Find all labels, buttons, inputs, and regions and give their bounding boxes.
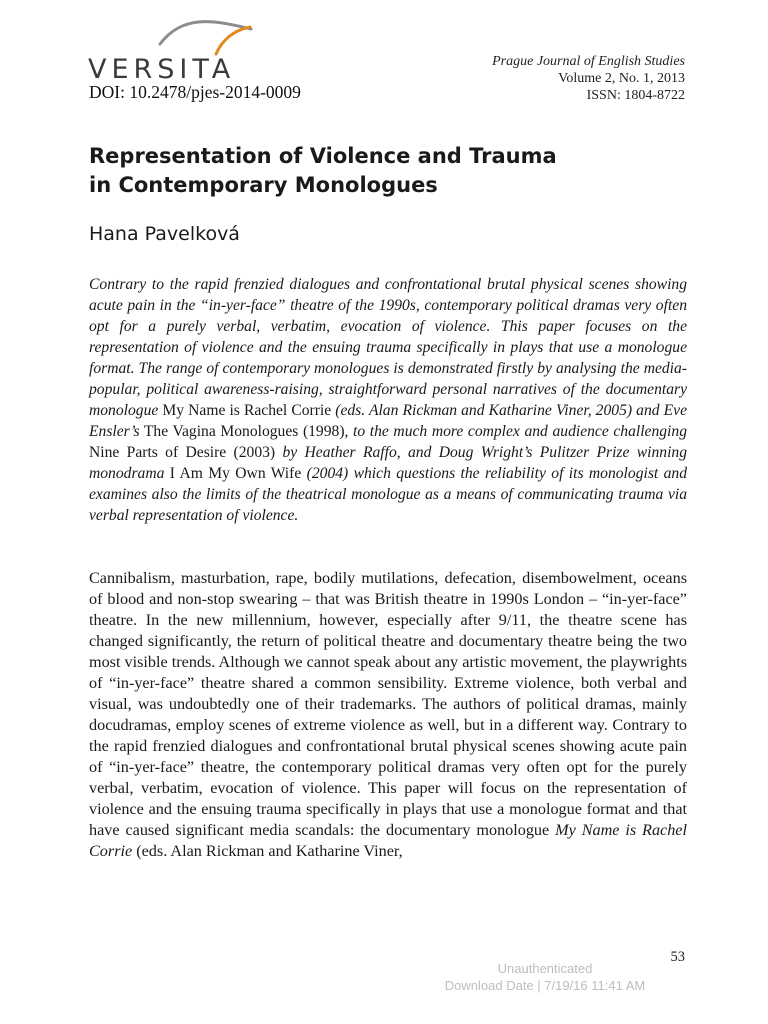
- journal-name: Prague Journal of English Studies: [492, 54, 685, 69]
- abstract-play-title: My Name is Rachel Corrie: [158, 402, 336, 419]
- journal-issn: ISSN: 1804-8722: [586, 88, 685, 103]
- abstract-segment: by Heather Raffo, and Doug Wright’s Pulitzer Prize winning monodrama: [89, 444, 687, 482]
- download-watermark: [430, 960, 660, 994]
- body-paragraph: [89, 568, 687, 862]
- page-number: 53: [670, 949, 685, 965]
- title-line-1: Representation of Violence and Trauma: [89, 144, 557, 168]
- abstract-play-title: The Vagina Monologues (1998),: [139, 423, 354, 440]
- article-title: [89, 142, 689, 200]
- title-line-2: in Contemporary Monologues: [89, 173, 438, 197]
- author-name: Hana Pavelková: [89, 223, 240, 245]
- abstract-segment: (2004) which questions the reliability of its monologist and examines also the limits of the theatrical monologue as a means of communicating trauma via verbal representation of violence.: [89, 465, 687, 524]
- journal-info: [492, 53, 685, 104]
- publisher-name: VERSITA: [88, 54, 236, 85]
- abstract-play-title: I Am My Own Wife: [164, 465, 307, 482]
- journal-volume: Volume 2, No. 1, 2013: [558, 71, 685, 86]
- body-play-title: My Name is Rachel Corrie: [89, 821, 687, 860]
- abstract: [89, 274, 687, 526]
- abstract-segment: (eds. Alan Rickman and Katharine Viner, 2005) and Eve Ensler’s: [89, 402, 688, 440]
- watermark-line-1: Unauthenticated: [497, 961, 593, 976]
- doi-identifier: DOI: 10.2478/pjes-2014-0009: [89, 82, 301, 102]
- body-text-segment: (eds. Alan Rickman and Katharine Viner,: [132, 842, 403, 860]
- abstract-segment: to the much more complex and audience challenging: [353, 423, 687, 440]
- abstract-segment: Contrary to the rapid frenzied dialogues and confrontational brutal physical scenes showing acute pain in the “in-yer-face” theatre of the 1990s, contemporary political dramas very often opt for a purely verbal, verbatim, evocation of violence. This paper focuses on the representation of violence and the ensuing trauma specifically in plays that use a monologue format. The range of contemporary monologues is demonstrated firstly by analysing the media-popular, political awareness-raising, straightforward personal narratives of the documentary monologue: [89, 276, 687, 419]
- body-text-segment: Cannibalism, masturbation, rape, bodily mutilations, defecation, disembowelment, oceans of blood and non-stop swearing – that was British theatre in 1990s London – “in-yer-face” theatre. In the new millennium, however, especially after 9/11, the theatre scene has changed significantly, the return of political theatre and documentary theatre being the two most visible trends. Although we cannot speak about any artistic movement, the playwrights of “in-yer-face” theatre shared a common sensibility. Extreme violence, both verbal and visual, was undoubtedly one of their trademarks. The authors of political dramas, mainly docudramas, employ scenes of extreme violence as well, but in a different way. Contrary to the rapid frenzied dialogues and confrontational brutal physical scenes showing acute pain of “in-yer-face” theatre, the contemporary political dramas very often opt for the purely verbal, verbatim, evocation of violence. This paper will focus on the representation of violence and the ensuing trauma specifically in plays that use a monologue format and that have caused significant media scandals: the documentary monologue: [89, 569, 687, 839]
- swoosh-logo-icon: [158, 18, 253, 56]
- publisher-logo: [88, 18, 258, 88]
- watermark-line-2: Download Date | 7/19/16 11:41 AM: [444, 978, 646, 993]
- abstract-play-title: Nine Parts of Desire (2003): [89, 444, 283, 461]
